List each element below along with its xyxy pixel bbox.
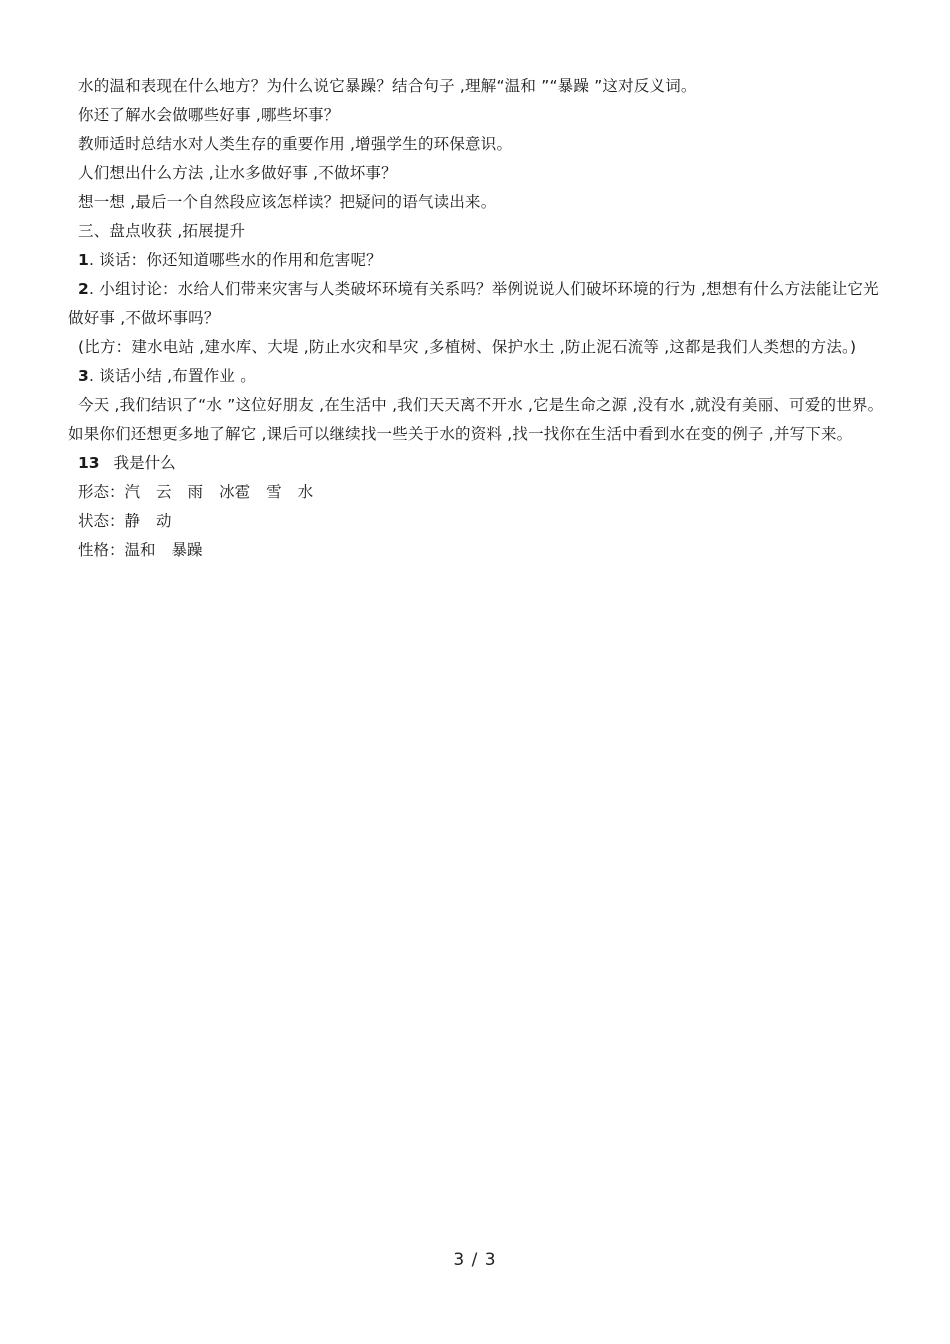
paragraph: 人们想出什么方法 ,让水多做好事 ,不做坏事？: [78, 164, 397, 182]
item-text: . 谈话：你还知道哪些水的作用和危害呢？: [89, 251, 382, 269]
board-row-state: [68, 507, 890, 536]
example-note: (比方：建水电站 ,建水库、大堤 ,防止水灾和旱灾 ,多植树、保护水土 ,防止泥石流等 ,这都是我们人类想的方法。): [78, 338, 857, 356]
paragraph: 想一想 ,最后一个自然段应该怎样读？把疑问的语气读出来。: [78, 193, 497, 211]
row-label: 状态：: [78, 512, 125, 530]
row-item: 温和: [124, 541, 156, 559]
item-text: . 小组讨论：水给人们带来灾害与人类破坏环境有关系吗？举例说说人们破坏环境的行为 ,想想有什么方法能让它光做好事 ,不做坏事吗？: [68, 280, 879, 327]
board-row-form: [68, 478, 890, 507]
section-heading: 三、盘点收获 ,拓展提升: [78, 222, 246, 240]
row-item: 汽: [124, 483, 141, 501]
row-item: 雨: [187, 483, 204, 501]
numbered-item-2: [68, 275, 890, 333]
lesson-number: 13: [78, 454, 100, 472]
row-label: 性格：: [78, 541, 125, 559]
board-title: [68, 449, 890, 478]
page-indicator: 3 / 3: [453, 1250, 497, 1270]
board-row-character: [68, 536, 890, 565]
lesson-title: 我是什么: [113, 454, 176, 472]
row-item: 水: [297, 483, 314, 501]
paragraph: 水的温和表现在什么地方？为什么说它暴躁？结合句子 ,理解“温和 ”“暴躁 ”这对反义词。: [78, 77, 697, 95]
row-item: 雪: [266, 483, 282, 501]
numbered-item-1: [68, 246, 890, 275]
row-item: 暴躁: [171, 541, 203, 559]
item-number: 2: [78, 280, 89, 298]
row-item: 动: [156, 512, 172, 530]
item-text: . 谈话小结 ,布置作业 。: [89, 367, 256, 385]
item-number: 3: [78, 367, 89, 385]
paragraph: 教师适时总结水对人类生存的重要作用 ,增强学生的环保意识。: [78, 135, 513, 153]
summary-paragraph: 今天 ,我们结识了“水 ”这位好朋友 ,在生活中 ,我们天天离不开水 ,它是生命之源 ,没有水 ,就没有美丽、可爱的世界。如果你们还想更多地了解它 ,课后可以继续找一些关于水的资料 ,找一找你在生活中看到水在变的例子 ,并写下来。: [68, 396, 884, 443]
numbered-item-3: [68, 362, 890, 391]
row-item: 冰雹: [219, 483, 251, 501]
row-label: 形态：: [78, 483, 125, 501]
row-item: 静: [124, 512, 141, 530]
item-number: 1: [78, 251, 89, 269]
paragraph: 你还了解水会做哪些好事 ,哪些坏事？: [78, 106, 340, 124]
row-item: 云: [156, 483, 172, 501]
document-body: [68, 72, 890, 565]
